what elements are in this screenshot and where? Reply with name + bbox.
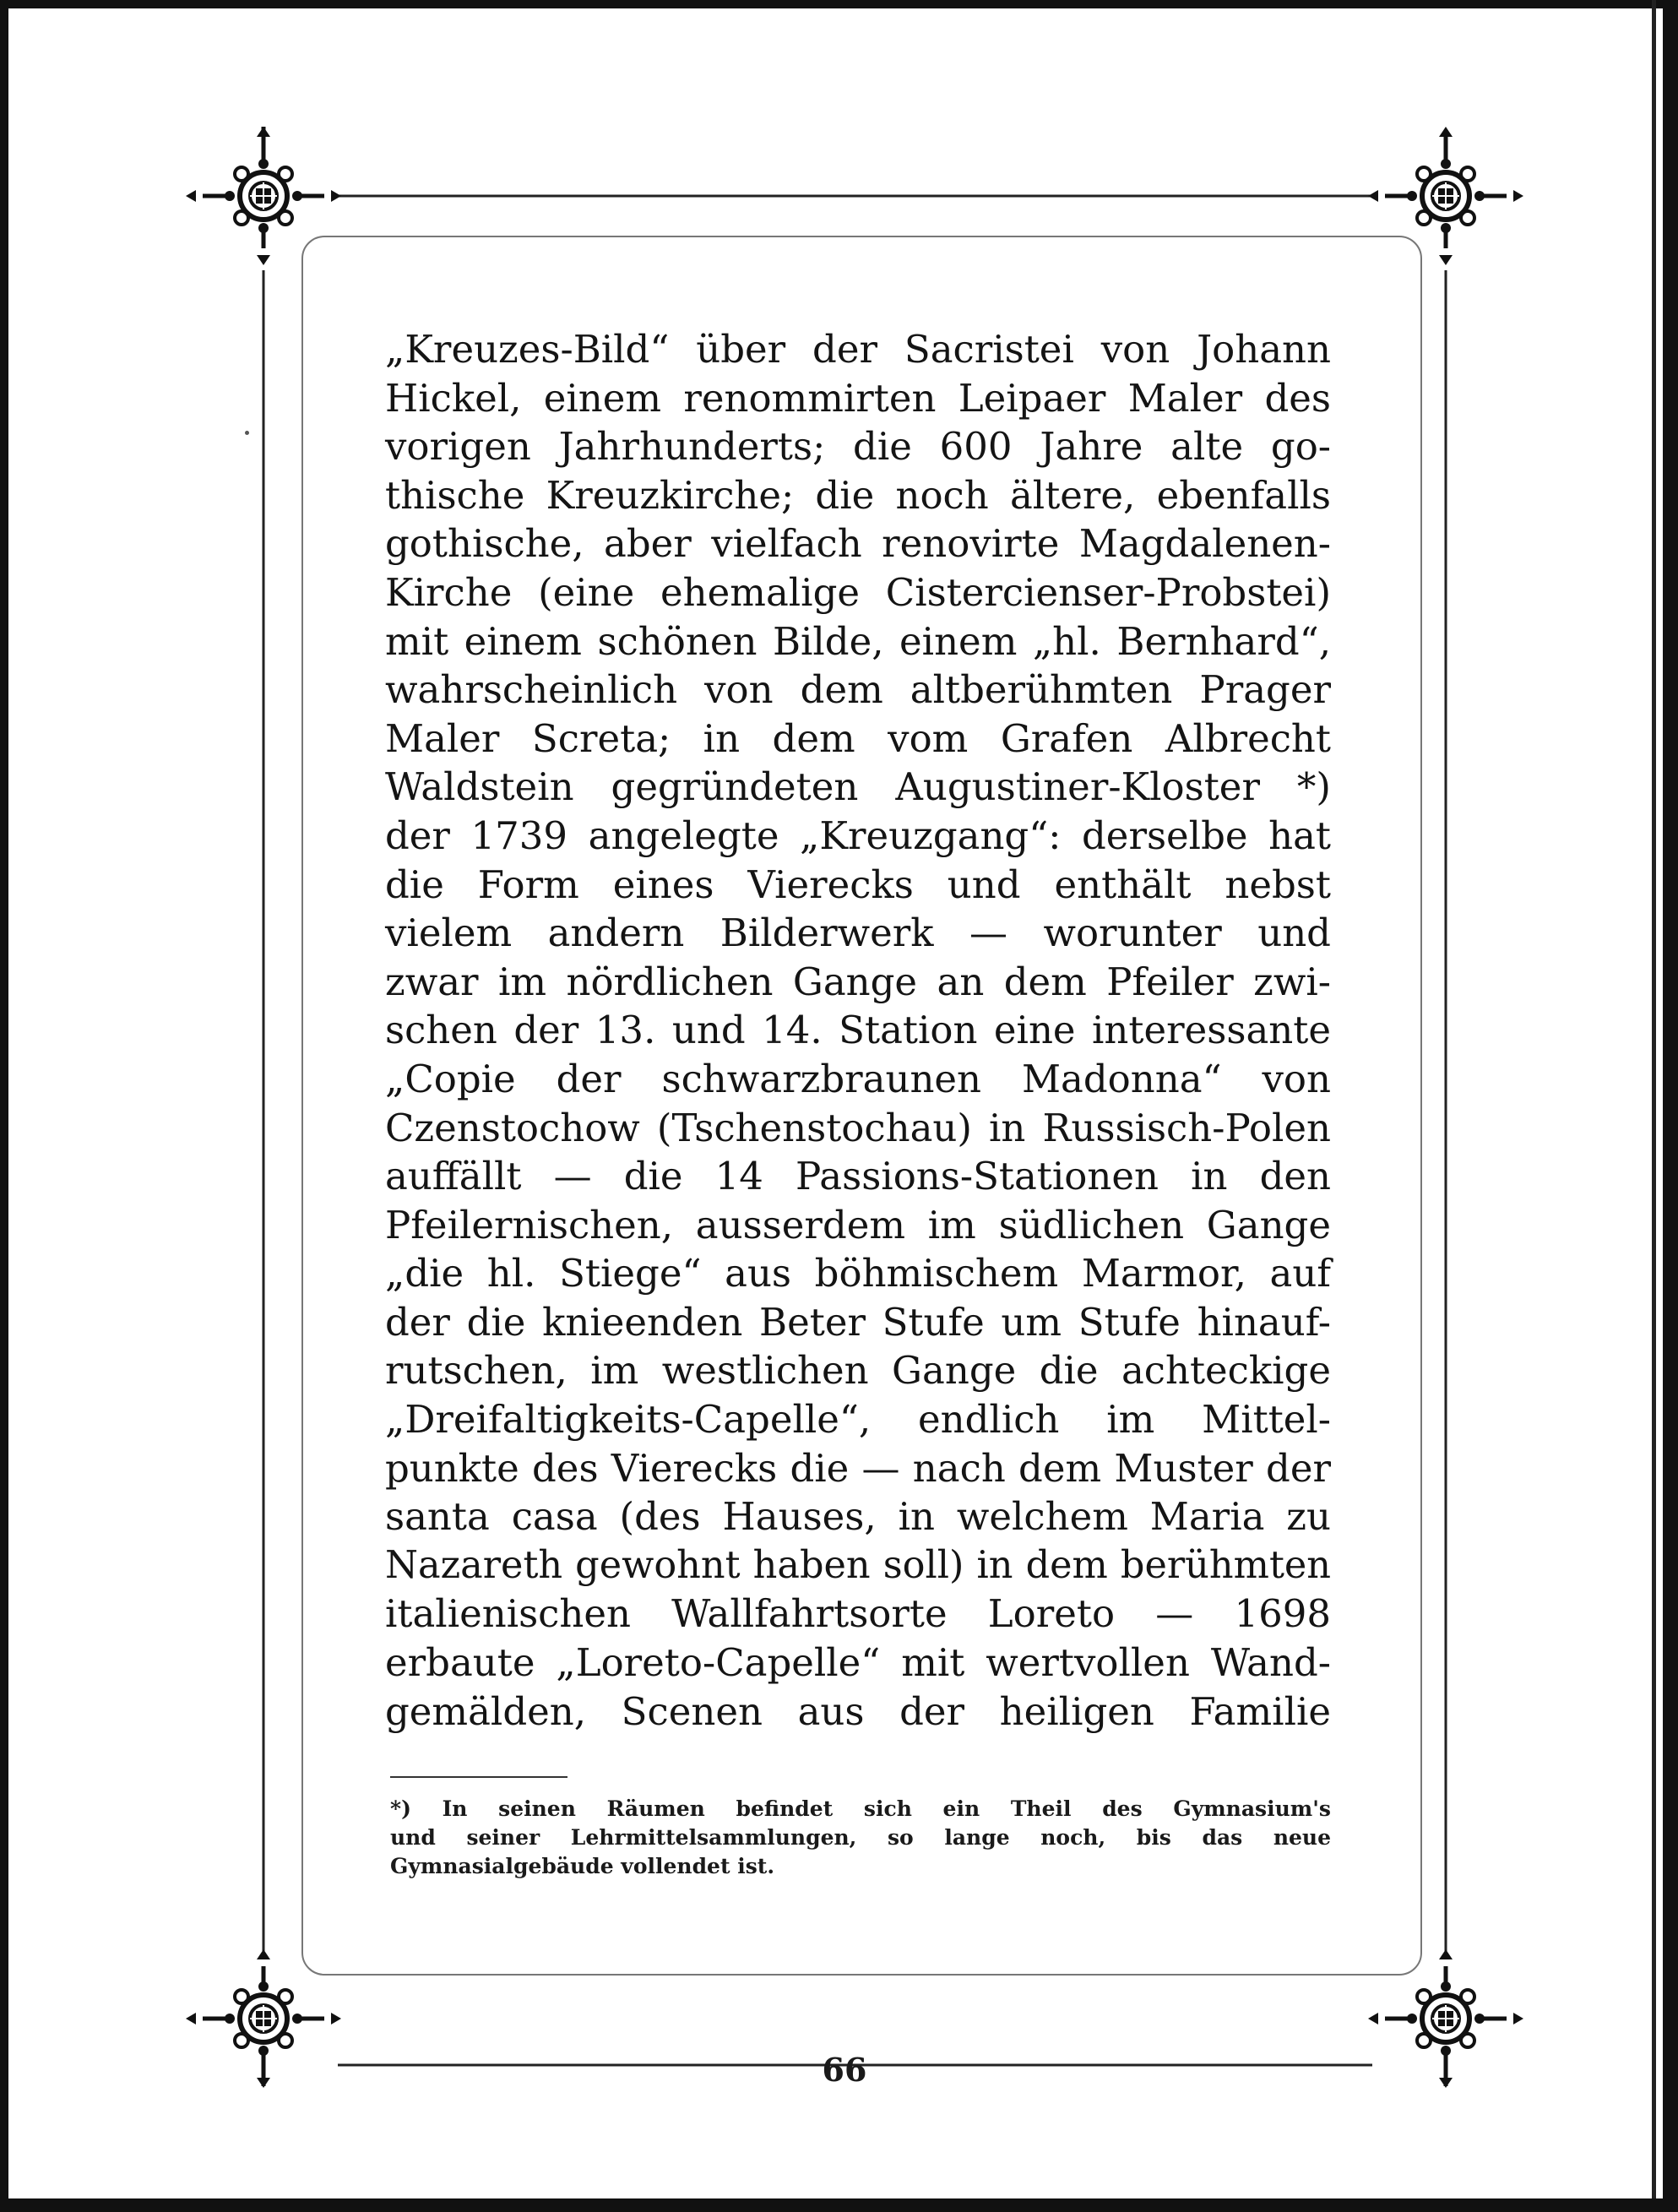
text-line: santa casa (des Hauses, in welchem Maria zu xyxy=(385,1494,1331,1540)
text-line: „Kreuzes-Bild“ über der Sacristei von Johann xyxy=(385,327,1331,372)
text-line: „die hl. Stiege“ aus böhmischem Marmor, auf xyxy=(385,1251,1331,1296)
footnote-line: *) In seinen Räumen befindet sich ein Theil des Gymnasium's xyxy=(390,1796,1331,1821)
text-line: auffällt — die 14 Passions-Stationen in den xyxy=(385,1154,1331,1199)
text-line: vielem andern Bilderwerk — worunter und xyxy=(385,910,1331,956)
text-line: schen der 13. und 14. Station eine interessante xyxy=(385,1008,1331,1053)
text-line: der 1739 angelegte „Kreuzgang“: derselbe hat xyxy=(385,813,1331,858)
footnote-line: Gymnasialgebäude vollendet ist. xyxy=(390,1854,775,1878)
footnote-line: und seiner Lehrmittelsammlungen, so lange noch, bis das neue xyxy=(390,1825,1331,1850)
page-number: 66 xyxy=(822,2051,867,2089)
text-line: Kirche (eine ehemalige Cistercienser-Probstei) xyxy=(385,569,1331,615)
text-line: Czenstochow (Tschenstochau) in Russisch-Polen xyxy=(385,1105,1331,1150)
text-line: vorigen Jahrhunderts; die 600 Jahre alte go- xyxy=(385,424,1331,470)
text-line: die Form eines Vierecks und enthält nebst xyxy=(385,861,1331,907)
text-line: Hickel, einem renommirten Leipaer Maler des xyxy=(385,375,1331,421)
text-line: „Copie der schwarzbraunen Madonna“ von xyxy=(385,1056,1331,1101)
text-line: der die knieenden Beter Stufe um Stufe hinauf- xyxy=(385,1299,1331,1345)
text-line: „Dreifaltigkeits-Capelle“, endlich im Mittel- xyxy=(385,1397,1331,1443)
text-line: Maler Screta; in dem vom Grafen Albrecht xyxy=(385,715,1331,761)
text-line: Nazareth gewohnt haben soll) in dem berühmten xyxy=(385,1542,1331,1587)
body-text xyxy=(385,325,1331,1736)
scan-speck xyxy=(245,431,249,435)
text-line: thische Kreuzkirche; die noch ältere, ebenfalls xyxy=(385,472,1331,518)
text-line: gothische, aber vielfach renovirte Magdalenen- xyxy=(385,521,1331,567)
text-line: erbaute „Loreto-Capelle“ mit wertvollen Wand- xyxy=(385,1640,1331,1686)
text-line: wahrscheinlich von dem altberühmten Prager xyxy=(385,667,1331,713)
text-line: gemälden, Scenen aus der heiligen Familie xyxy=(385,1688,1331,1734)
footnote-rule xyxy=(390,1776,567,1778)
text-line: mit einem schönen Bilde, einem „hl. Bernhard“, xyxy=(385,618,1331,664)
text-line: punkte des Vierecks die — nach dem Muster der xyxy=(385,1445,1331,1491)
text-line: rutschen, im westlichen Gange die achteckige xyxy=(385,1348,1331,1394)
text-line: italienischen Wallfahrtsorte Loreto — 1698 xyxy=(385,1591,1331,1637)
text-line: Pfeilernischen, ausserdem im südlichen Gange xyxy=(385,1202,1331,1247)
footnote xyxy=(390,1795,1331,1881)
text-line: Waldstein gegründeten Augustiner-Kloster *) xyxy=(385,764,1331,810)
text-line: zwar im nördlichen Gange an dem Pfeiler zwi- xyxy=(385,959,1331,1004)
